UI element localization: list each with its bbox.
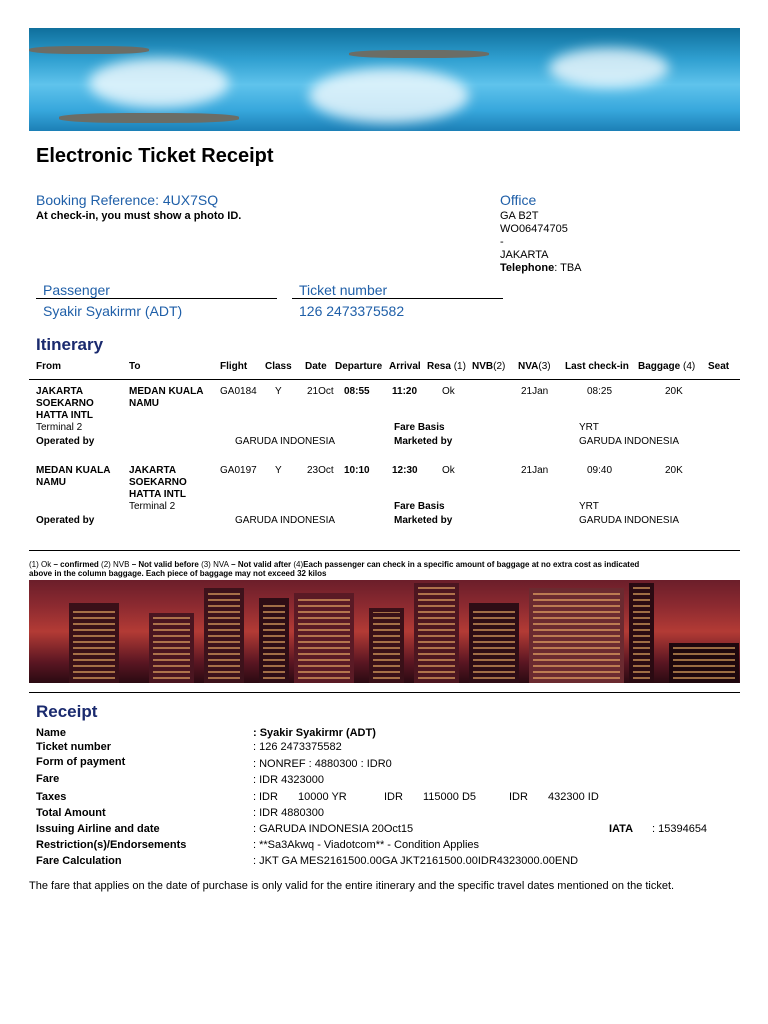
col-resa bbox=[427, 361, 466, 372]
last-checkin-time: 09:40 bbox=[587, 465, 613, 476]
col-seat: Seat bbox=[708, 361, 730, 372]
receipt-label: Fare Calculation bbox=[36, 855, 122, 867]
col-nva bbox=[518, 361, 551, 372]
receipt-label: Form of payment bbox=[36, 756, 126, 768]
baggage-allowance: 20K bbox=[665, 465, 683, 476]
col-nva-label: NVA bbox=[518, 361, 539, 372]
to-line: NAMU bbox=[129, 398, 159, 409]
tax-amount: 10000 YR bbox=[298, 791, 347, 803]
flight-number: GA0184 bbox=[220, 386, 257, 397]
office-line: GA B2T bbox=[500, 210, 539, 222]
last-checkin-time: 08:25 bbox=[587, 386, 613, 397]
footnote-ok-text: – confirmed bbox=[51, 560, 102, 569]
tax-amount: 115000 D5 bbox=[423, 791, 477, 803]
col-baggage-note: (4) bbox=[683, 361, 696, 372]
segment-to bbox=[129, 386, 203, 410]
col-date: Date bbox=[305, 361, 327, 372]
col-arrival: Arrival bbox=[389, 361, 421, 372]
iata-label: IATA bbox=[609, 823, 634, 835]
col-resa-note: (1) bbox=[453, 361, 466, 372]
fare-basis-label: Fare Basis bbox=[394, 501, 445, 512]
segment-from bbox=[36, 386, 94, 422]
receipt-value: : IDR 4323000 bbox=[253, 774, 324, 786]
itinerary-footer-divider bbox=[29, 550, 740, 551]
footnote-nvb: (2) NVB bbox=[101, 560, 130, 569]
operated-by-label: Operated by bbox=[36, 515, 95, 526]
from-line: MEDAN KUALA bbox=[36, 465, 111, 476]
iata-value: : 15394654 bbox=[652, 823, 708, 835]
office-telephone bbox=[500, 262, 582, 275]
itinerary-header-divider bbox=[29, 379, 740, 380]
receipt-label: Ticket number bbox=[36, 741, 111, 753]
col-nvb bbox=[472, 361, 505, 372]
receipt-label: Restriction(s)/Endorsements bbox=[36, 839, 187, 851]
receipt-value: : JKT GA MES2161500.00GA JKT2161500.00IDR4323000.00END bbox=[253, 855, 579, 867]
office-line: JAKARTA bbox=[500, 249, 549, 261]
receipt-label: Total Amount bbox=[36, 807, 106, 819]
flight-date: 21Oct bbox=[307, 386, 334, 397]
to-line: SOEKARNO bbox=[129, 477, 187, 488]
to-line: HATTA INTL bbox=[129, 489, 187, 500]
footnote-baggage: (4) bbox=[293, 560, 304, 569]
header-banner-image bbox=[29, 28, 740, 131]
flight-date: 23Oct bbox=[307, 465, 334, 476]
receipt-label: Issuing Airline and date bbox=[36, 823, 160, 835]
departure-time: 08:55 bbox=[344, 386, 370, 397]
booking-reference-label: Booking Reference bbox=[36, 192, 156, 208]
footnote-baggage-text: Each passenger can check in a specific amount of baggage at no extra cost as indicated bbox=[303, 560, 640, 569]
office-label: Office bbox=[500, 192, 537, 208]
receipt-value: : 126 2473375582 bbox=[253, 741, 342, 753]
itinerary-title: Itinerary bbox=[36, 335, 104, 354]
from-line: NAMU bbox=[36, 477, 66, 488]
fare-basis-label: Fare Basis bbox=[394, 422, 445, 433]
col-baggage-label: Baggage bbox=[638, 361, 681, 372]
booking-reference bbox=[36, 192, 218, 208]
segment-from bbox=[36, 465, 110, 489]
receipt-value: : Syakir Syakirmr (ADT) bbox=[253, 727, 376, 739]
tax-currency: IDR bbox=[384, 791, 403, 803]
office-details bbox=[500, 210, 582, 275]
ticket-number-value: 126 2473375582 bbox=[299, 303, 405, 319]
col-last-checkin: Last check-in bbox=[565, 361, 629, 372]
from-line: HATTA INTL bbox=[36, 410, 94, 421]
arrival-time: 12:30 bbox=[392, 465, 418, 476]
baggage-allowance: 20K bbox=[665, 386, 683, 397]
resa-status: Ok bbox=[442, 465, 455, 476]
from-line: JAKARTA bbox=[36, 386, 84, 397]
itinerary-footnote bbox=[29, 560, 740, 578]
from-line: SOEKARNO bbox=[36, 398, 94, 409]
receipt-value: : IDR 4880300 bbox=[253, 807, 324, 819]
photo-id-notice: At check-in, you must show a photo ID. bbox=[36, 210, 242, 222]
col-to: To bbox=[129, 361, 141, 372]
arrival-time: 11:20 bbox=[392, 386, 418, 397]
booking-class: Y bbox=[275, 465, 282, 476]
nva-date: 21Jan bbox=[521, 386, 549, 397]
footnote-line2: above in the column baggage. Each piece of baggage may not exceed 32 kilos bbox=[29, 569, 327, 578]
operated-by-label: Operated by bbox=[36, 436, 95, 447]
col-departure: Departure bbox=[335, 361, 383, 372]
col-flight: Flight bbox=[220, 361, 248, 372]
col-class: Class bbox=[265, 361, 292, 372]
city-skyline-image bbox=[29, 580, 740, 683]
fare-basis-value: YRT bbox=[579, 422, 599, 433]
col-baggage bbox=[638, 361, 695, 372]
footnote-nva: (3) NVA bbox=[201, 560, 229, 569]
col-resa-label: Resa bbox=[427, 361, 451, 372]
col-nvb-label: NVB bbox=[472, 361, 494, 372]
tax-currency: IDR bbox=[259, 791, 278, 803]
marketed-by-label: Marketed by bbox=[394, 436, 453, 447]
telephone-label: Telephone bbox=[500, 262, 555, 274]
fare-basis-value: YRT bbox=[579, 501, 599, 512]
from-terminal: Terminal 2 bbox=[36, 422, 83, 433]
to-line: MEDAN KUALA bbox=[129, 386, 204, 397]
nva-date: 21Jan bbox=[521, 465, 549, 476]
receipt-value: : GARUDA INDONESIA 20Oct15 bbox=[253, 823, 414, 835]
tax-amount: 432300 ID bbox=[548, 791, 599, 803]
footnote-nva-text: – Not valid after bbox=[228, 560, 294, 569]
ticket-divider bbox=[292, 298, 503, 299]
office-line: - bbox=[500, 236, 504, 248]
flight-number: GA0197 bbox=[220, 465, 257, 476]
receipt-value: : bbox=[253, 791, 257, 803]
col-nvb-note: (2) bbox=[493, 361, 506, 372]
to-terminal: Terminal 2 bbox=[129, 501, 176, 512]
marketed-by-label: Marketed by bbox=[394, 515, 453, 526]
marketed-by-value: GARUDA INDONESIA bbox=[579, 436, 680, 447]
footnote-nvb-text: – Not valid before bbox=[129, 560, 202, 569]
receipt-label: Taxes bbox=[36, 791, 67, 803]
receipt-value: : **Sa3Akwq - Viadotcom** - Condition Applies bbox=[253, 839, 480, 851]
segment-to bbox=[129, 465, 187, 501]
receipt-title: Receipt bbox=[36, 702, 98, 721]
operated-by-value: GARUDA INDONESIA bbox=[235, 515, 336, 526]
resa-status: Ok bbox=[442, 386, 455, 397]
receipt-label: Name bbox=[36, 727, 66, 739]
office-line: WO06474705 bbox=[500, 223, 568, 235]
col-nva-note: (3) bbox=[538, 361, 551, 372]
telephone-value: : TBA bbox=[554, 262, 582, 274]
departure-time: 10:10 bbox=[344, 465, 370, 476]
ticket-number-label: Ticket number bbox=[299, 282, 388, 298]
receipt-value: : NONREF : 4880300 : IDR0 bbox=[253, 758, 392, 770]
page-title: Electronic Ticket Receipt bbox=[36, 145, 274, 167]
tax-currency: IDR bbox=[509, 791, 528, 803]
booking-reference-sep: : bbox=[155, 192, 159, 208]
booking-class: Y bbox=[275, 386, 282, 397]
fare-validity-notice: The fare that applies on the date of purchase is only valid for the entire itinerary and the specific travel dates mentioned on the ticket. bbox=[29, 880, 675, 892]
passenger-label: Passenger bbox=[43, 282, 110, 298]
receipt-divider bbox=[29, 692, 740, 693]
passenger-divider bbox=[36, 298, 277, 299]
footnote-ok: (1) Ok bbox=[29, 560, 52, 569]
to-line: JAKARTA bbox=[129, 465, 177, 476]
passenger-name: Syakir Syakirmr (ADT) bbox=[43, 303, 183, 319]
marketed-by-value: GARUDA INDONESIA bbox=[579, 515, 680, 526]
col-from: From bbox=[36, 361, 61, 372]
booking-reference-value: 4UX7SQ bbox=[162, 192, 219, 208]
receipt-label: Fare bbox=[36, 773, 60, 785]
operated-by-value: GARUDA INDONESIA bbox=[235, 436, 336, 447]
